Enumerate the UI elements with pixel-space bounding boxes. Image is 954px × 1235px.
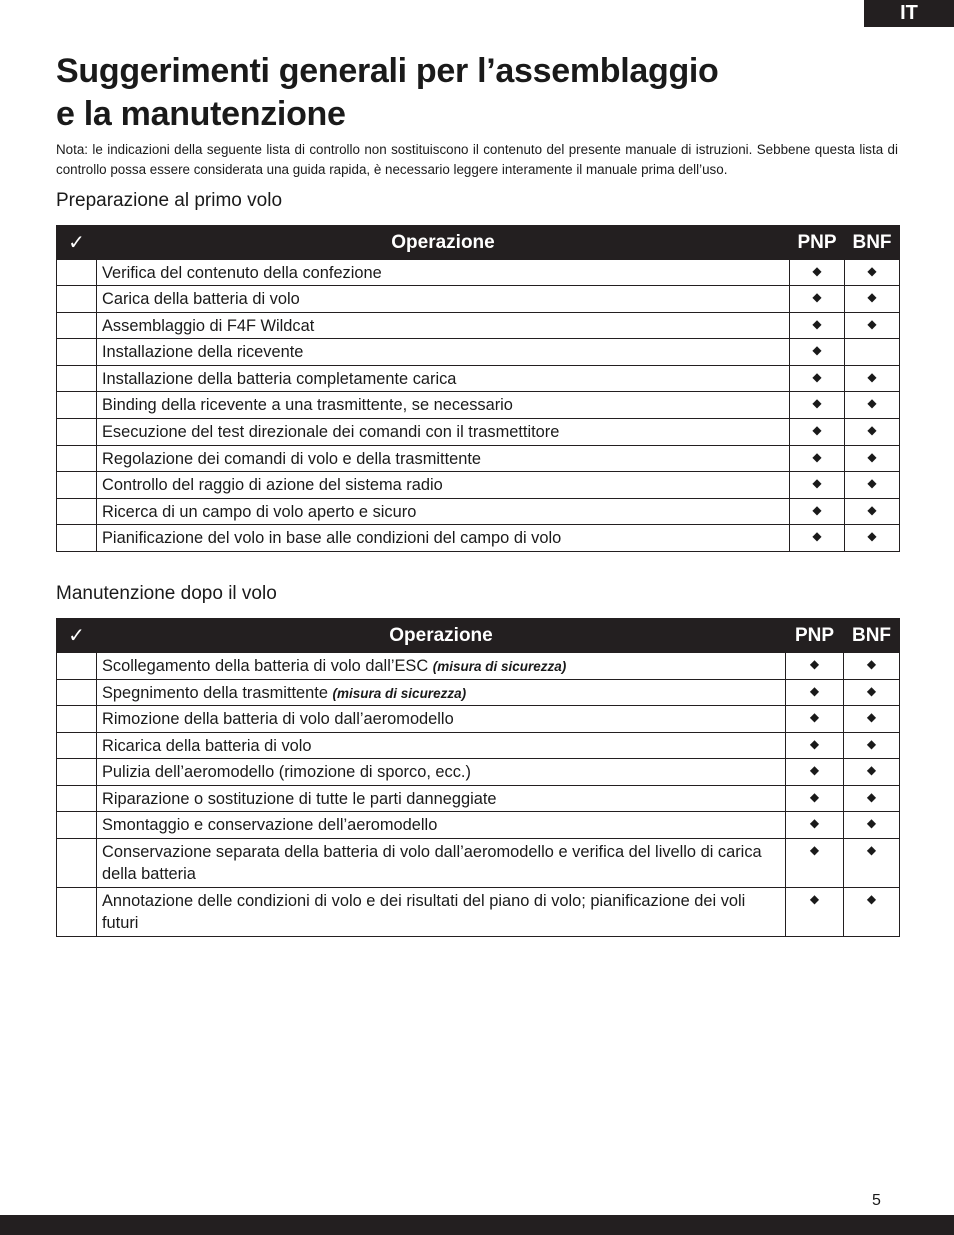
operation-cell <box>97 759 786 786</box>
diamond-icon: ◆ <box>809 843 820 857</box>
pnp-mark-cell <box>790 499 845 525</box>
checkbox-cell[interactable] <box>57 786 97 812</box>
pnp-mark-cell <box>790 339 845 366</box>
checkbox-cell[interactable] <box>57 759 97 786</box>
operation-text: Binding della ricevente a una trasmittente, se necessario <box>102 396 513 414</box>
diamond-icon: ◆ <box>866 684 877 698</box>
operation-cell <box>97 653 786 680</box>
checklist-row <box>57 525 900 552</box>
diamond-icon: ◆ <box>809 763 820 777</box>
operation-text: Verifica del contenuto della confezione <box>102 264 382 282</box>
operation-text: Assemblaggio di F4F Wildcat <box>102 317 315 335</box>
diamond-icon: ◆ <box>812 529 822 543</box>
bnf-mark-cell <box>845 339 900 366</box>
bnf-mark-cell <box>844 733 900 759</box>
operation-cell <box>97 392 790 419</box>
diamond-icon: ◆ <box>866 763 877 777</box>
checkbox-cell[interactable] <box>57 472 97 499</box>
checklist-row <box>57 446 900 472</box>
operation-cell <box>97 339 790 366</box>
operation-text: Regolazione dei comandi di volo e della trasmittente <box>102 450 482 468</box>
checkbox-cell[interactable] <box>57 260 97 286</box>
pnp-column-header: PNP <box>790 226 845 260</box>
table-header-row <box>57 226 900 260</box>
operation-column-header: Operazione <box>97 226 790 260</box>
operation-text: Esecuzione del test direzionale dei comandi con il trasmettitore <box>102 423 560 441</box>
checkbox-cell[interactable] <box>57 888 97 937</box>
pnp-mark-cell <box>790 472 845 499</box>
pnp-mark-cell <box>786 812 844 839</box>
pnp-mark-cell <box>786 680 844 706</box>
checkbox-cell[interactable] <box>57 706 97 733</box>
checkmark-icon: ✓ <box>68 232 85 254</box>
checklist-row <box>57 313 900 339</box>
pnp-mark-cell <box>786 706 844 733</box>
operation-cell <box>97 812 786 839</box>
checkbox-cell[interactable] <box>57 733 97 759</box>
diamond-icon: ◆ <box>867 450 877 464</box>
checklist-row <box>57 366 900 392</box>
pnp-mark-cell <box>790 313 845 339</box>
pnp-mark-cell <box>786 888 844 937</box>
diamond-icon: ◆ <box>866 816 877 830</box>
bnf-mark-cell <box>844 680 900 706</box>
checklist-row <box>57 786 900 812</box>
checkbox-cell[interactable] <box>57 499 97 525</box>
pnp-mark-cell <box>786 759 844 786</box>
bnf-mark-cell <box>844 888 900 937</box>
bnf-mark-cell <box>844 759 900 786</box>
bnf-mark-cell <box>844 706 900 733</box>
title-line-2: e la manutenzione <box>56 95 346 133</box>
operation-cell <box>97 680 786 706</box>
checkbox-cell[interactable] <box>57 812 97 839</box>
checklist-row <box>57 260 900 286</box>
operation-text: Pianificazione del volo in base alle condizioni del campo di volo <box>102 529 562 547</box>
operation-cell <box>97 366 790 392</box>
pnp-mark-cell <box>790 419 845 446</box>
diamond-icon: ◆ <box>866 892 877 906</box>
operation-text: Rimozione della batteria di volo dall’aeromodello <box>102 710 454 728</box>
bnf-mark-cell <box>845 472 900 499</box>
diamond-icon: ◆ <box>867 396 877 410</box>
diamond-icon: ◆ <box>867 529 877 543</box>
checkbox-cell[interactable] <box>57 446 97 472</box>
pnp-mark-cell <box>786 839 844 888</box>
checkbox-cell[interactable] <box>57 366 97 392</box>
bnf-mark-cell <box>845 446 900 472</box>
pnp-mark-cell <box>790 260 845 286</box>
page-number: 5 <box>872 1192 881 1209</box>
diamond-icon: ◆ <box>812 343 822 357</box>
operation-text: Installazione della ricevente <box>102 343 304 361</box>
diamond-icon: ◆ <box>812 370 822 384</box>
diamond-icon: ◆ <box>867 290 877 304</box>
operation-text: Carica della batteria di volo <box>102 290 300 308</box>
diamond-icon: ◆ <box>867 370 877 384</box>
safety-note: (misura di sicurezza) <box>432 659 567 674</box>
operation-cell <box>97 839 786 888</box>
bnf-mark-cell <box>845 286 900 313</box>
operation-cell <box>97 525 790 552</box>
pnp-mark-cell <box>786 653 844 680</box>
title-line-1: Suggerimenti generali per l’assemblaggio <box>56 52 719 90</box>
diamond-icon: ◆ <box>812 423 822 437</box>
diamond-icon: ◆ <box>812 290 822 304</box>
checkbox-cell[interactable] <box>57 653 97 680</box>
bnf-mark-cell <box>844 812 900 839</box>
section-heading-preparation: Preparazione al primo volo <box>56 190 283 211</box>
operation-cell <box>97 499 790 525</box>
footer-bar <box>0 1215 954 1235</box>
operation-text: Conservazione separata della batteria di volo dall’aeromodello e verifica del livello di carica della batteria <box>102 843 762 883</box>
bnf-mark-cell <box>845 313 900 339</box>
diamond-icon: ◆ <box>867 503 877 517</box>
table-header-row <box>57 619 900 653</box>
diamond-icon: ◆ <box>809 892 820 906</box>
bnf-mark-cell <box>844 653 900 680</box>
operation-cell <box>97 706 786 733</box>
checklist-row <box>57 653 900 680</box>
safety-note: (misura di sicurezza) <box>332 686 467 701</box>
diamond-icon: ◆ <box>867 264 877 278</box>
operation-cell <box>97 419 790 446</box>
note-paragraph: Nota: le indicazioni della seguente lista di controllo non sostituiscono il contenuto del presente manuale di istruzioni. Sebbene questa lista di controllo possa essere considerata una guida rapida, è necessario leggere interamente il manuale prima dell’uso. <box>56 142 898 177</box>
diamond-icon: ◆ <box>866 737 877 751</box>
check-column-header <box>57 226 97 260</box>
checklist-row <box>57 392 900 419</box>
preparation-checklist-table <box>56 225 900 552</box>
diamond-icon: ◆ <box>812 264 822 278</box>
operation-cell <box>97 786 786 812</box>
diamond-icon: ◆ <box>866 843 877 857</box>
checklist-row <box>57 472 900 499</box>
operation-text: Controllo del raggio di azione del sistema radio <box>102 476 443 494</box>
bnf-mark-cell <box>844 839 900 888</box>
checklist-row <box>57 812 900 839</box>
checklist-row <box>57 839 900 888</box>
operation-cell <box>97 888 786 937</box>
operation-text: Smontaggio e conservazione dell’aeromodello <box>102 816 438 834</box>
section-heading-maintenance: Manutenzione dopo il volo <box>56 583 277 604</box>
operation-text: Pulizia dell’aeromodello (rimozione di sporco, ecc.) <box>102 763 471 781</box>
bnf-mark-cell <box>845 366 900 392</box>
operation-cell <box>97 446 790 472</box>
checklist-row <box>57 339 900 366</box>
checkbox-cell[interactable] <box>57 839 97 888</box>
checkbox-cell[interactable] <box>57 419 97 446</box>
diamond-icon: ◆ <box>812 503 822 517</box>
bnf-mark-cell <box>845 260 900 286</box>
operation-text: Ricerca di un campo di volo aperto e sicuro <box>102 503 417 521</box>
diamond-icon: ◆ <box>867 423 877 437</box>
diamond-icon: ◆ <box>866 710 877 724</box>
checkbox-cell[interactable] <box>57 392 97 419</box>
checklist-row <box>57 499 900 525</box>
operation-text: Ricarica della batteria di volo <box>102 737 312 755</box>
diamond-icon: ◆ <box>809 737 820 751</box>
operation-text: Spegnimento della trasmittente <box>102 684 328 702</box>
bnf-column-header: BNF <box>844 619 900 653</box>
bnf-column-header: BNF <box>845 226 900 260</box>
check-column-header <box>57 619 97 653</box>
checkbox-cell[interactable] <box>57 339 97 366</box>
bnf-mark-cell <box>845 419 900 446</box>
diamond-icon: ◆ <box>812 317 822 331</box>
pnp-column-header: PNP <box>786 619 844 653</box>
pnp-mark-cell <box>790 446 845 472</box>
bnf-mark-cell <box>845 499 900 525</box>
pnp-mark-cell <box>786 733 844 759</box>
checklist-row <box>57 419 900 446</box>
diamond-icon: ◆ <box>812 476 822 490</box>
checklist-row <box>57 680 900 706</box>
diamond-icon: ◆ <box>809 684 820 698</box>
operation-text: Scollegamento della batteria di volo dall’ESC <box>102 657 429 675</box>
page-title <box>56 50 906 136</box>
operation-cell <box>97 260 790 286</box>
diamond-icon: ◆ <box>867 476 877 490</box>
diamond-icon: ◆ <box>867 317 877 331</box>
checkbox-cell[interactable] <box>57 680 97 706</box>
language-tab: IT <box>864 0 954 27</box>
pnp-mark-cell <box>790 286 845 313</box>
operation-column-header: Operazione <box>97 619 786 653</box>
diamond-icon: ◆ <box>812 396 822 410</box>
operation-text: Annotazione delle condizioni di volo e dei risultati del piano di volo; pianificazione dei voli futuri <box>102 892 746 932</box>
pnp-mark-cell <box>790 525 845 552</box>
checklist-row <box>57 888 900 937</box>
operation-text: Installazione della batteria completamente carica <box>102 370 457 388</box>
bnf-mark-cell <box>844 786 900 812</box>
operation-cell <box>97 733 786 759</box>
operation-cell <box>97 286 790 313</box>
checkbox-cell[interactable] <box>57 286 97 313</box>
pnp-mark-cell <box>790 366 845 392</box>
operation-text: Riparazione o sostituzione di tutte le parti danneggiate <box>102 790 497 808</box>
diamond-icon: ◆ <box>812 450 822 464</box>
checklist-row <box>57 706 900 733</box>
operation-cell <box>97 313 790 339</box>
operation-cell <box>97 472 790 499</box>
diamond-icon: ◆ <box>809 710 820 724</box>
checkmark-icon: ✓ <box>68 625 85 647</box>
diamond-icon: ◆ <box>809 657 820 671</box>
maintenance-checklist-table <box>56 618 900 937</box>
checkbox-cell[interactable] <box>57 313 97 339</box>
checklist-row <box>57 759 900 786</box>
checklist-row <box>57 286 900 313</box>
checklist-row <box>57 733 900 759</box>
bnf-mark-cell <box>845 525 900 552</box>
diamond-icon: ◆ <box>866 790 877 804</box>
pnp-mark-cell <box>790 392 845 419</box>
pnp-mark-cell <box>786 786 844 812</box>
diamond-icon: ◆ <box>809 816 820 830</box>
diamond-icon: ◆ <box>866 657 877 671</box>
diamond-icon: ◆ <box>809 790 820 804</box>
bnf-mark-cell <box>845 392 900 419</box>
checkbox-cell[interactable] <box>57 525 97 552</box>
